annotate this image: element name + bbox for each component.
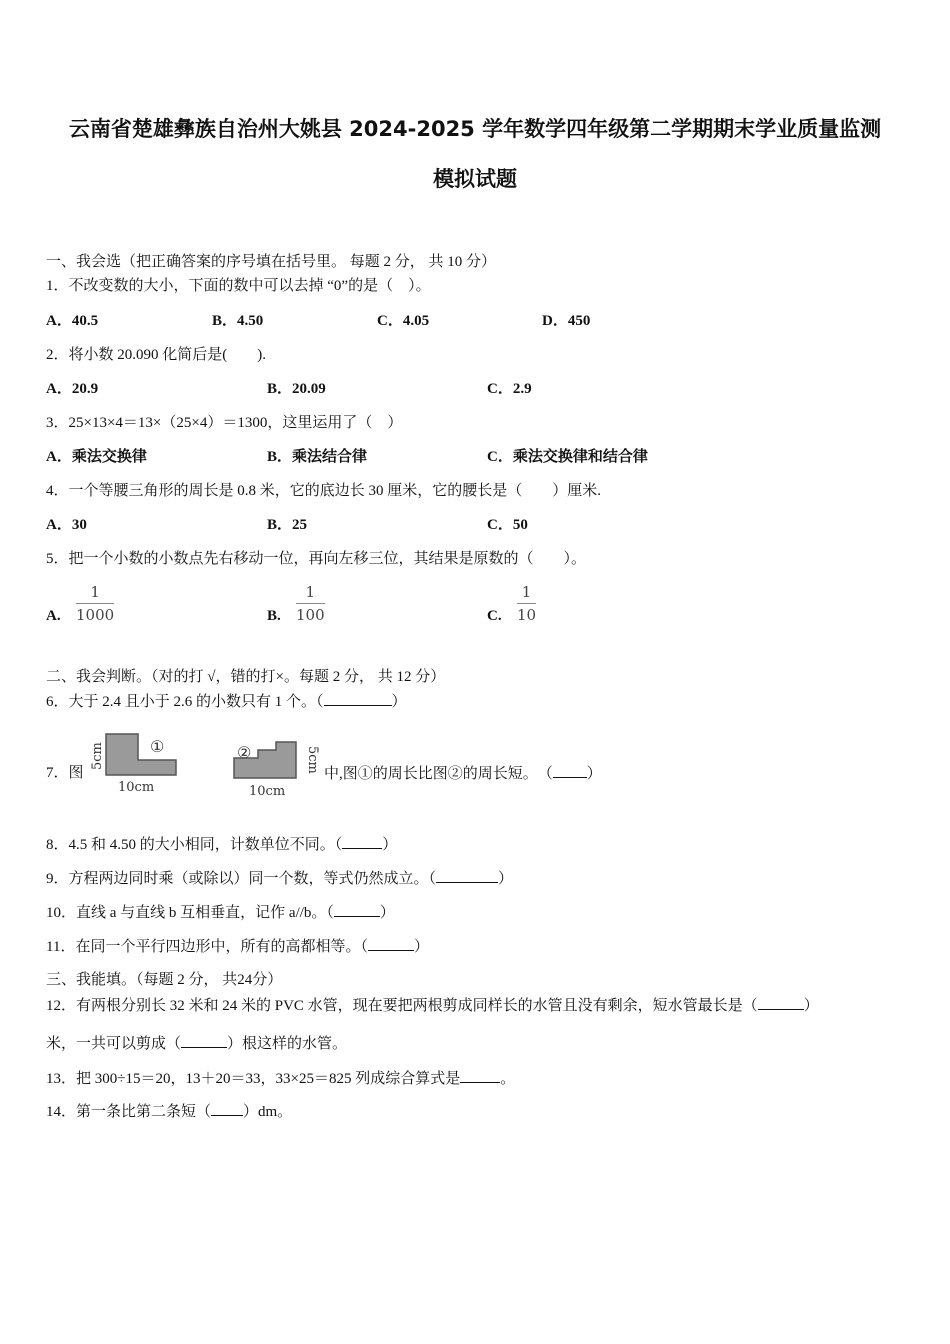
section-3-header: 三、我能填。（每题 2 分， 共24分） — [46, 972, 283, 988]
q5-option-a-fraction — [76, 583, 114, 624]
document-title: 云南省楚雄彝族自治州大姚县 2024-2025 学年数学四年级第二学期期末学业质量监测 — [68, 117, 882, 141]
q3-option-c: C．乘法交换律和结合律 — [487, 449, 648, 465]
answer-blank[interactable] — [324, 691, 392, 706]
q1-option-c: C．4.05 — [377, 313, 430, 329]
answer-blank[interactable] — [342, 834, 382, 849]
q5-option-c-label: C. — [487, 608, 502, 624]
answer-blank[interactable] — [211, 1101, 243, 1116]
figure-2-circle-label: ② — [237, 743, 252, 762]
q1-option-b: B．4.50 — [212, 313, 264, 329]
denominator: 1000 — [76, 606, 115, 624]
numerator: 1 — [521, 583, 532, 601]
question-14-text: 14．第一条比第二条短（ — [46, 1104, 212, 1120]
q4-option-a: A．30 — [46, 517, 87, 533]
figure-1-circle-label: ① — [150, 737, 165, 756]
q5-option-c-fraction — [517, 583, 536, 624]
q5-option-b-fraction — [296, 583, 325, 624]
question-11 — [46, 936, 429, 957]
document-subtitle: 模拟试题 — [433, 167, 517, 191]
q4-option-b: B．25 — [267, 517, 308, 533]
q1-option-a: A．40.5 — [46, 313, 99, 329]
question-12-text-3: ）根这样的水管。 — [227, 1036, 348, 1052]
q2-option-c: C．2.9 — [487, 381, 532, 397]
close-paren: ） — [391, 694, 407, 710]
question-7-text — [324, 763, 602, 784]
answer-blank[interactable] — [758, 995, 804, 1010]
question-13 — [46, 1068, 515, 1089]
question-2: 2．将小数 20.090 化简后是( ). — [46, 347, 266, 363]
denominator: 10 — [517, 606, 537, 624]
figure-1-bottom-label: 10cm — [118, 780, 155, 795]
question-4: 4．一个等腰三角形的周长是 0.8 米，它的底边长 30 厘米，它的腰长是（ ）厘米. — [46, 483, 602, 499]
close-paren: ） — [586, 766, 602, 782]
question-3: 3．25×13×4＝13×（25×4）＝1300，这里运用了（ ） — [46, 415, 403, 431]
question-7-prefix: 7．图 — [46, 765, 84, 781]
question-13-text: 13．把 300÷15＝20，13＋20＝33，33×25＝825 列成综合算式是 — [46, 1071, 461, 1087]
q5-option-b-label: B. — [267, 608, 281, 624]
question-5: 5．把一个小数的小数点先右移动一位，再向左移三位，其结果是原数的（ ）。 — [46, 551, 587, 567]
question-14 — [46, 1101, 292, 1122]
question-10-text: 10．直线 a 与直线 b 互相垂直，记作 a//b。（ — [46, 905, 334, 921]
q2-option-a: A．20.9 — [46, 381, 99, 397]
close-paren: ） — [382, 837, 398, 853]
question-9-text: 9．方程两边同时乘（或除以）同一个数，等式仍然成立。（ — [46, 871, 437, 887]
close-paren: ） — [803, 998, 819, 1014]
close-paren: ） — [379, 905, 395, 921]
fraction-bar — [517, 603, 536, 604]
q3-option-b: B．乘法结合律 — [267, 449, 368, 465]
figure-2-side-label: 5cm — [305, 746, 320, 774]
answer-blank[interactable] — [460, 1068, 500, 1083]
period: 。 — [500, 1071, 516, 1087]
close-paren: ） — [413, 939, 429, 955]
question-12-line-2 — [46, 1033, 347, 1054]
answer-blank[interactable] — [553, 763, 587, 778]
answer-blank[interactable] — [436, 868, 498, 883]
question-7-suffix: 中,图①的周长比图②的周长短。 （ — [324, 766, 553, 782]
answer-blank[interactable] — [181, 1033, 227, 1048]
section-2-header: 二、我会判断。（对的打 √，错的打×。每题 2 分， 共 12 分） — [46, 669, 446, 685]
question-8 — [46, 834, 397, 855]
q3-option-a: A．乘法交换律 — [46, 449, 147, 465]
question-12-text-2: 米，一共可以剪成（ — [46, 1036, 182, 1052]
answer-blank[interactable] — [368, 936, 414, 951]
answer-blank[interactable] — [334, 902, 380, 917]
q1-option-d: D．450 — [542, 313, 591, 329]
close-paren: ） — [498, 871, 514, 887]
question-8-text: 8．4.5 和 4.50 的大小相同，计数单位不同。（ — [46, 837, 343, 853]
question-1: 1．不改变数的大小，下面的数中可以去掉 “0”的是（ ）。 — [46, 278, 431, 294]
denominator: 100 — [296, 606, 325, 624]
q5-option-a-label: A. — [46, 608, 61, 624]
question-12-text: 12．有两根分别长 32 米和 24 米的 PVC 水管，现在要把两根剪成同样长的水管且没有剩余，短水管最长是（ — [46, 998, 758, 1014]
q4-option-c: C．50 — [487, 517, 528, 533]
question-6 — [46, 691, 407, 712]
numerator: 1 — [305, 583, 316, 601]
section-1-header: 一、我会选（把正确答案的序号填在括号里。 每题 2 分， 共 10 分） — [46, 254, 497, 270]
fraction-bar — [76, 603, 114, 604]
question-9 — [46, 868, 513, 889]
numerator: 1 — [90, 583, 100, 601]
question-12-line-1 — [46, 995, 819, 1016]
figure-2-bottom-label: 10cm — [249, 784, 286, 799]
question-6-text: 6．大于 2.4 且小于 2.6 的小数只有 1 个。（ — [46, 694, 324, 710]
fraction-bar — [296, 603, 325, 604]
q2-option-b: B．20.09 — [267, 381, 326, 397]
figure-1-side-label: 5cm — [90, 742, 105, 770]
question-10 — [46, 902, 395, 923]
question-11-text: 11．在同一个平行四边形中，所有的高都相等。（ — [46, 939, 368, 955]
question-14-text-2: ）dm。 — [243, 1104, 293, 1120]
